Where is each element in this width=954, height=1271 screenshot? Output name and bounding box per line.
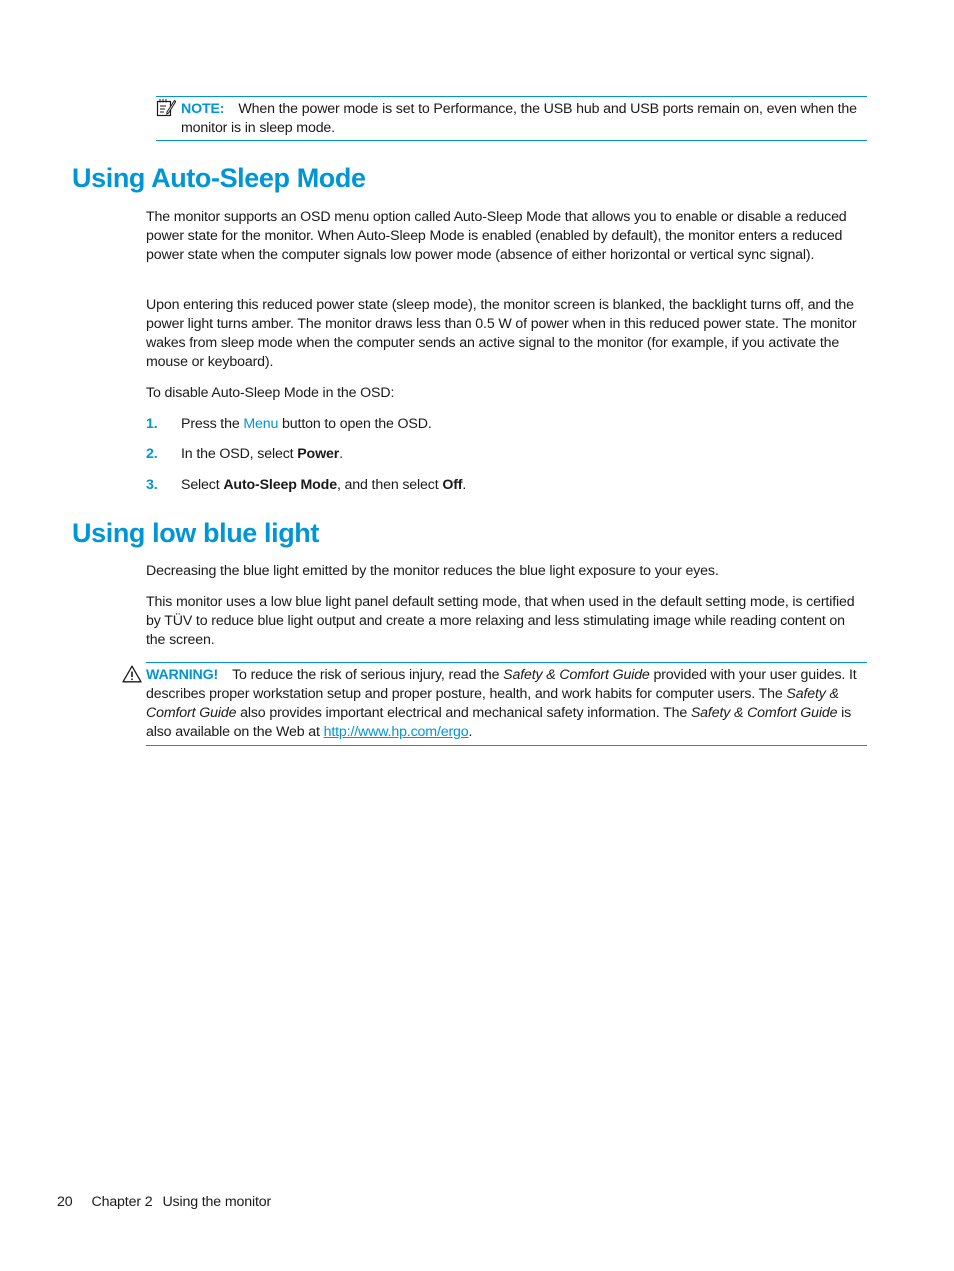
step-text	[181, 415, 432, 434]
footer-chapter-title: Using the monitor	[162, 1194, 272, 1210]
note-text	[181, 100, 867, 138]
note-box	[156, 96, 867, 141]
step-text-bold: Power	[297, 446, 340, 462]
blue-light-paragraph-2: This monitor uses a low blue light panel default setting mode, that when used in the default setting mode, is certified by TÜV to reduce blue light output and create a more relaxing and less stimulating image while reading content on the screen.	[146, 594, 855, 648]
warning-text-2: provided with your user guides. It describes proper workstation setup and proper posture, health, and work habits for computer users. The	[146, 667, 857, 702]
auto-sleep-intro: To disable Auto-Sleep Mode in the OSD:	[146, 385, 395, 401]
step-number: 1.	[146, 416, 158, 432]
step-3	[146, 476, 862, 496]
step-text-pre: Select	[181, 477, 224, 493]
note-body: When the power mode is set to Performance, the USB hub and USB ports remain on, even when the monitor is in sleep mode.	[181, 101, 857, 136]
warning-box	[146, 662, 867, 746]
footer-chapter: Chapter 2	[91, 1194, 153, 1210]
warning-text-5: .	[468, 724, 473, 740]
warning-label: WARNING!	[146, 667, 219, 683]
step-text-mid: , and then select	[336, 477, 443, 493]
step-text-pre: In the OSD, select	[181, 446, 298, 462]
step-2	[146, 445, 862, 465]
guide-title: Safety & Comfort Guide	[690, 705, 838, 721]
section-heading-low-blue-light: Using low blue light	[72, 518, 319, 548]
step-text-bold: Auto-Sleep Mode	[223, 477, 337, 493]
menu-button-reference: Menu	[243, 416, 279, 432]
step-text-post: .	[339, 446, 343, 462]
step-text-bold-2: Off	[442, 477, 463, 493]
step-text-pre: Press the	[181, 416, 244, 432]
step-number: 2.	[146, 446, 158, 462]
guide-title: Safety & Comfort Guide	[503, 667, 650, 683]
auto-sleep-paragraph-1: The monitor supports an OSD menu option called Auto-Sleep Mode that allows you to enable or disable a reduced power state for the monitor. When Auto-Sleep Mode is enabled (enabled by default), the monitor enters a reduced power state when the computer signals low power mode (absence of either horizontal or vertical sync signal).	[146, 209, 847, 263]
note-label: NOTE:	[181, 101, 225, 117]
blue-light-paragraph-1: Decreasing the blue light emitted by the monitor reduces the blue light exposure to your eyes.	[146, 563, 719, 579]
step-text-post: button to open the OSD.	[278, 416, 432, 432]
page-footer	[57, 1193, 271, 1212]
step-text	[181, 476, 466, 495]
page-number: 20	[57, 1194, 73, 1210]
guide-title: Safety & Comfort Guide	[146, 686, 839, 721]
step-number: 3.	[146, 477, 158, 493]
section-heading-auto-sleep: Using Auto-Sleep Mode	[72, 163, 366, 193]
note-pencil-icon	[156, 98, 176, 118]
step-1	[146, 415, 862, 435]
hp-ergo-link[interactable]: http://www.hp.com/ergo	[323, 724, 469, 740]
step-text-post: .	[462, 477, 467, 493]
step-text	[181, 445, 343, 464]
warning-text-4: is also available on the Web at	[146, 705, 852, 740]
warning-text-1: To reduce the risk of serious injury, read the	[232, 667, 504, 683]
warning-triangle-icon	[122, 665, 142, 683]
warning-text-3: also provides important electrical and mechanical safety information. The	[236, 705, 691, 721]
auto-sleep-paragraph-2: Upon entering this reduced power state (sleep mode), the monitor screen is blanked, the backlight turns off, and the power light turns amber. The monitor draws less than 0.5 W of power when in this reduced power state. The monitor wakes from sleep mode when the computer sends an active signal to the monitor (for example, if you activate the mouse or keyboard).	[146, 297, 857, 370]
